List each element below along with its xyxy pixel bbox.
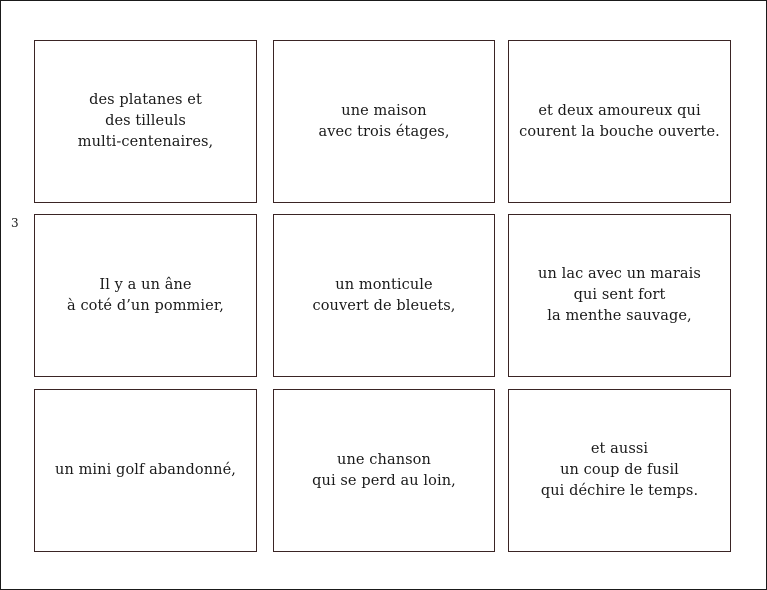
card-line: multi-centenaires,: [77, 134, 214, 150]
card-9: [508, 389, 731, 552]
card-line: un lac avec un marais: [538, 266, 701, 282]
card-line: un monticule: [335, 276, 433, 293]
card-line: la menthe sauvage,: [547, 308, 692, 324]
card-line: des tilleuls: [105, 113, 186, 129]
card-line: des platanes et: [89, 92, 202, 108]
card-line: courent la bouche ouverte.: [519, 123, 720, 140]
card-1: [34, 40, 257, 203]
card-line: et aussi: [590, 441, 649, 457]
card-8: [273, 389, 495, 552]
card-line: qui se perd au loin,: [312, 472, 456, 489]
card-6: [508, 214, 731, 377]
card-7: [34, 389, 257, 552]
card-line: avec trois étages,: [318, 123, 450, 140]
card-line: un coup de fusil: [560, 462, 679, 478]
card-line: qui sent fort: [573, 287, 666, 303]
card-line: couvert de bleuets,: [312, 297, 456, 314]
card-line: qui déchire le temps.: [540, 483, 699, 499]
card-line: et deux amoureux qui: [538, 102, 701, 119]
card-5: [273, 214, 495, 377]
card-line: Il y a un âne: [99, 276, 192, 293]
card-grid: [34, 40, 731, 552]
card-line: à coté d’un pommier,: [67, 297, 224, 314]
card-4: [34, 214, 257, 377]
card-line: un mini golf abandonné,: [55, 462, 236, 478]
card-line: une maison: [341, 102, 427, 119]
card-2: [273, 40, 495, 203]
page-number: 3: [11, 216, 19, 230]
card-line: une chanson: [337, 451, 431, 468]
card-3: [508, 40, 731, 203]
